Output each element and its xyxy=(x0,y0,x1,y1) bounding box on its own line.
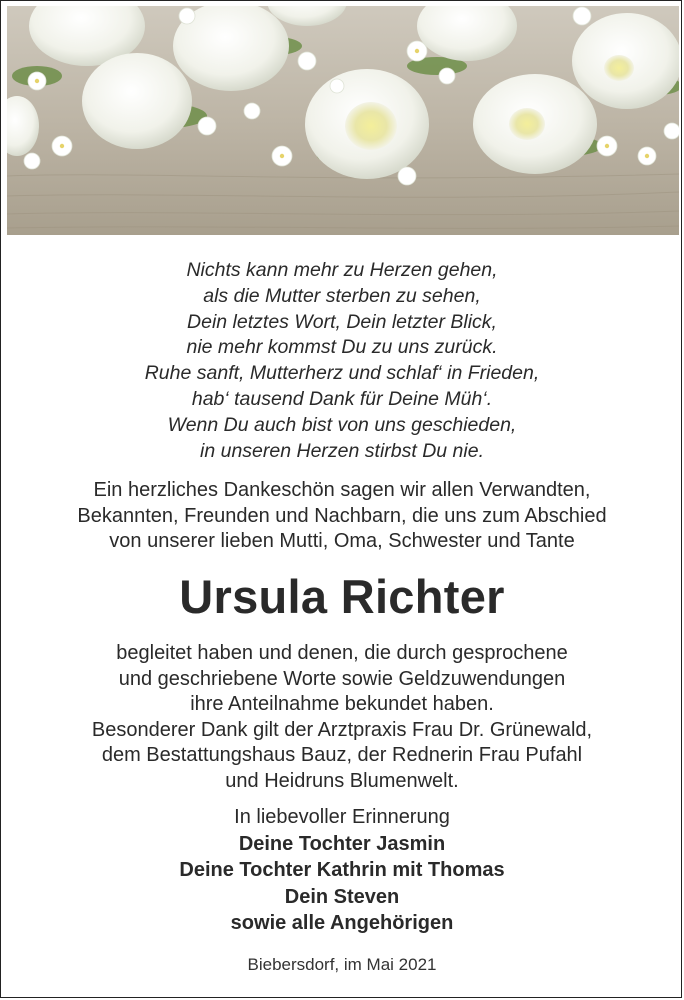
acknowledgement-line: ihre Anteilnahme bekundet haben. xyxy=(190,693,494,715)
place-date: Biebersdorf, im Mai 2021 xyxy=(247,955,437,974)
acknowledgement-line: und geschriebene Worte sowie Geldzuwendungen xyxy=(118,667,566,690)
poem-line: Nichts kann mehr zu Herzen gehen, xyxy=(186,259,498,281)
poem xyxy=(1,258,682,464)
white-tulips-image xyxy=(7,6,679,235)
signer: Deine Tochter Kathrin mit Thomas xyxy=(179,859,505,881)
thanks-line: Ein herzliches Dankeschön sagen wir allen Verwandten, xyxy=(93,479,591,501)
poem-line: hab‘ tausend Dank für Deine Müh‘. xyxy=(191,387,493,410)
signer: sowie alle Angehörigen xyxy=(230,912,454,934)
poem-line: Wenn Du auch bist von uns geschieden, xyxy=(167,413,517,436)
thanks-text xyxy=(1,478,682,555)
acknowledgement-line: und Heidruns Blumenwelt. xyxy=(225,769,459,792)
memory-intro: In liebevoller Erinnerung xyxy=(234,806,450,828)
acknowledgement-line: begleitet haben und denen, die durch gesprochene xyxy=(116,642,568,664)
acknowledgement-line: dem Bestattungshaus Bauz, der Rednerin Frau Pufahl xyxy=(101,744,583,766)
poem-line: nie mehr kommst Du zu uns zurück. xyxy=(186,336,498,359)
acknowledgement-text xyxy=(1,641,682,794)
poem-line: Ruhe sanft, Mutterherz und schlaf‘ in Frieden, xyxy=(144,362,540,385)
flowers-illustration xyxy=(7,6,679,235)
signer: Deine Tochter Jasmin xyxy=(238,832,446,855)
thanks-line: von unserer lieben Mutti, Oma, Schwester und Tante xyxy=(109,530,575,552)
deceased-name: Ursula Richter xyxy=(179,570,505,623)
poem-line: in unseren Herzen stirbst Du nie. xyxy=(200,439,484,462)
poem-line: Dein letztes Wort, Dein letzter Blick, xyxy=(187,310,497,333)
signer: Dein Steven xyxy=(284,885,400,908)
signature-block xyxy=(1,804,682,937)
acknowledgement-line: Besonderer Dank gilt der Arztpraxis Frau Dr. Grünewald, xyxy=(91,718,593,741)
poem-line: als die Mutter sterben zu sehen, xyxy=(203,284,481,307)
thanks-line: Bekannten, Freunden und Nachbarn, die uns zum Abschied xyxy=(77,504,607,527)
